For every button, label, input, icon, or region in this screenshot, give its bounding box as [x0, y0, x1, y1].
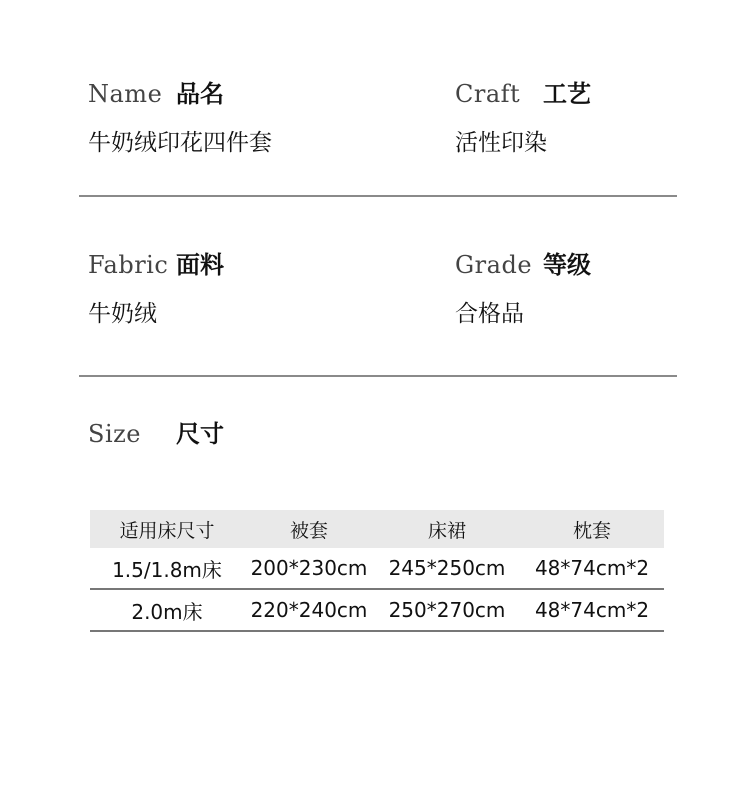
size-table	[90, 510, 664, 632]
name-field	[88, 74, 272, 157]
name-label-zh: 品名	[176, 80, 224, 108]
header-duvet-cover: 被套	[244, 510, 374, 548]
table-cell: 48*74cm*2	[520, 589, 664, 631]
name-label-en: Name	[88, 80, 163, 108]
fabric-field	[88, 245, 224, 328]
name-label	[88, 74, 272, 108]
divider-1	[79, 195, 677, 197]
grade-label-en: Grade	[455, 251, 533, 279]
craft-label	[455, 74, 591, 108]
grade-field	[455, 245, 591, 328]
table-row	[90, 589, 664, 631]
grade-label-zh: 等级	[543, 251, 591, 279]
grade-label	[455, 245, 591, 279]
header-bed-skirt: 床裙	[374, 510, 520, 548]
table-cell: 1.5/1.8m床	[90, 548, 244, 589]
header-bed-size: 适用床尺寸	[90, 510, 244, 548]
size-label-en: Size	[88, 420, 141, 448]
info-row-fabric-grade	[88, 245, 678, 335]
header-pillowcase: 枕套	[520, 510, 664, 548]
fabric-label-en: Fabric	[88, 251, 169, 279]
table-cell: 245*250cm	[374, 548, 520, 589]
size-field	[88, 414, 224, 448]
size-label	[88, 414, 224, 448]
fabric-value: 牛奶绒	[88, 301, 157, 327]
size-table-header-row	[90, 510, 664, 548]
table-cell: 250*270cm	[374, 589, 520, 631]
divider-2	[79, 375, 677, 377]
size-label-zh: 尺寸	[176, 420, 224, 448]
table-cell: 48*74cm*2	[520, 548, 664, 589]
table-row	[90, 548, 664, 589]
fabric-label-zh: 面料	[176, 251, 224, 279]
fabric-label	[88, 245, 224, 279]
table-cell: 2.0m床	[90, 589, 244, 631]
craft-label-zh: 工艺	[543, 80, 591, 108]
craft-value: 活性印染	[455, 130, 547, 156]
info-row-name-craft	[88, 74, 678, 164]
craft-label-en: Craft	[455, 80, 521, 108]
size-section	[88, 414, 678, 448]
name-value: 牛奶绒印花四件套	[88, 130, 272, 156]
grade-value: 合格品	[455, 301, 524, 327]
table-cell: 220*240cm	[244, 589, 374, 631]
table-cell: 200*230cm	[244, 548, 374, 589]
craft-field	[455, 74, 591, 157]
